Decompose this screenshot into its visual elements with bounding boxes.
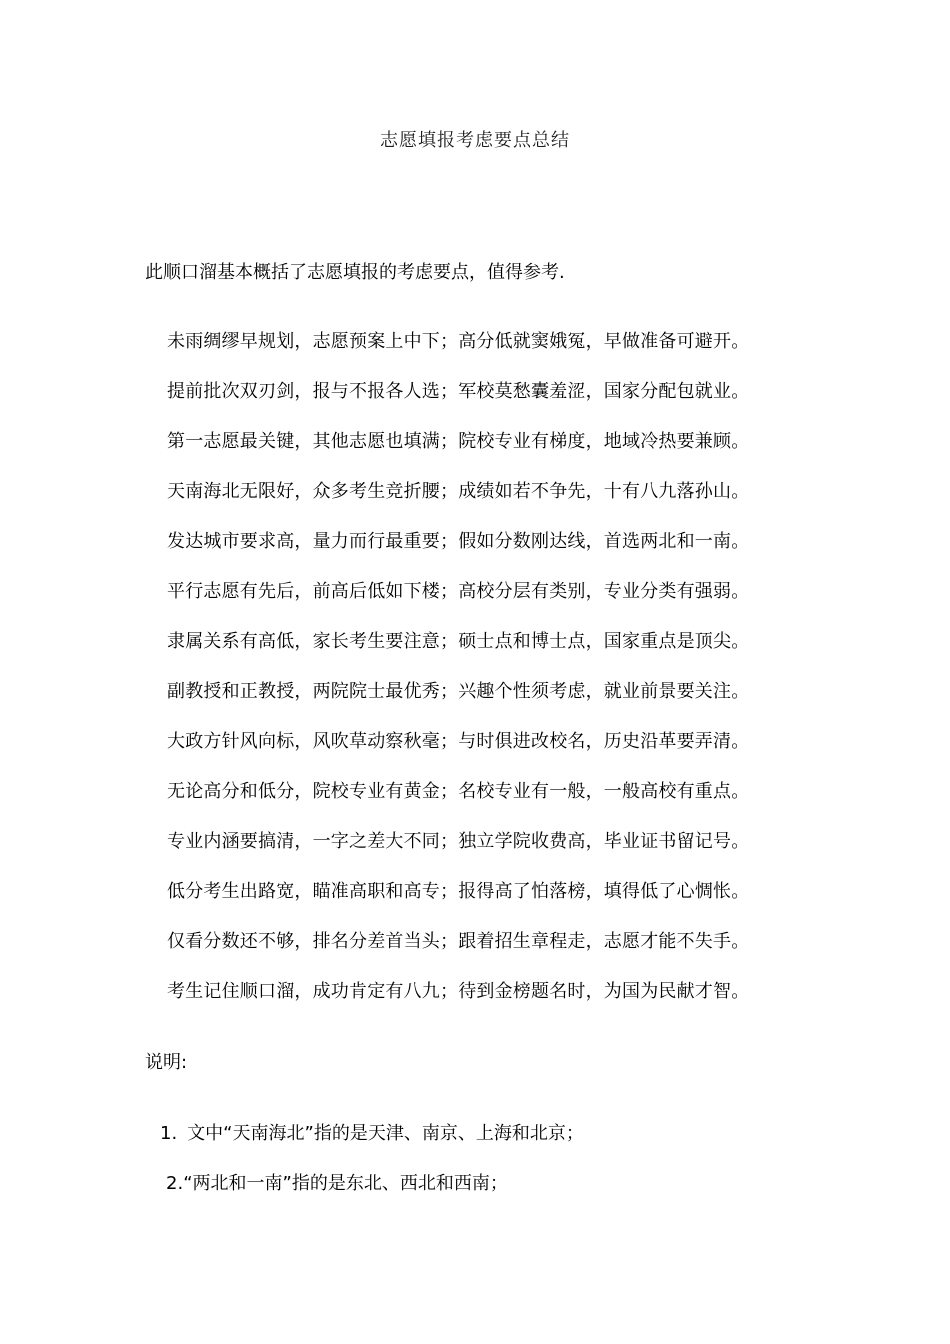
note-number: 2. <box>166 1173 184 1194</box>
intro-paragraph: 此顺口溜基本概括了志愿填报的考虑要点，值得参考. <box>145 262 565 283</box>
poem-line: 考生记住顺口溜，成功肯定有八九；待到金榜题名时，为国为民献才智。 <box>167 981 750 1002</box>
poem-line: 仅看分数还不够，排名分差首当头；跟着招生章程走，志愿才能不失手。 <box>167 931 750 952</box>
poem-line: 平行志愿有先后，前高后低如下楼；高校分层有类别，专业分类有强弱。 <box>167 581 750 602</box>
note-text: “两北和一南”指的是东北、西北和西南； <box>183 1173 508 1194</box>
notes-list <box>160 1122 584 1222</box>
poem-line: 未雨绸缪早规划，志愿预案上中下；高分低就窦娥冤，早做准备可避开。 <box>167 331 750 352</box>
poem-line: 无论高分和低分，院校专业有黄金；名校专业有一般，一般高校有重点。 <box>167 781 750 802</box>
poem-line: 大政方针风向标，风吹草动察秋毫；与时俱进改校名，历史沿革要弄清。 <box>167 731 750 752</box>
poem-line: 隶属关系有高低，家长考生要注意；硕士点和博士点，国家重点是顶尖。 <box>167 631 750 652</box>
poem-line: 天南海北无限好，众多考生竞折腰；成绩如若不争先，十有八九落孙山。 <box>167 481 750 502</box>
note-text: 文中“天南海北”指的是天津、南京、上海和北京； <box>187 1123 584 1144</box>
poem-list <box>167 330 749 1030</box>
note-item <box>160 1122 584 1172</box>
poem-line: 发达城市要求高，量力而行最重要；假如分数刚达线，首选两北和一南。 <box>167 531 750 552</box>
poem-line: 副教授和正教授，两院院士最优秀；兴趣个性须考虑，就业前景要关注。 <box>167 681 750 702</box>
note-number: 1. <box>160 1123 178 1144</box>
note-item <box>160 1172 584 1222</box>
poem-line: 提前批次双刃剑，报与不报各人选；军校莫愁囊羞涩，国家分配包就业。 <box>167 381 750 402</box>
poem-line: 专业内涵要搞清，一字之差大不同；独立学院收费高，毕业证书留记号。 <box>167 831 750 852</box>
poem-line: 低分考生出路宽，瞄准高职和高专；报得高了怕落榜，填得低了心惆怅。 <box>167 881 750 902</box>
notes-heading: 说明: <box>145 1052 188 1073</box>
poem-line: 第一志愿最关键，其他志愿也填满；院校专业有梯度，地域冷热要兼顾。 <box>167 431 750 452</box>
document-title: 志愿填报考虑要点总结 <box>380 130 570 151</box>
